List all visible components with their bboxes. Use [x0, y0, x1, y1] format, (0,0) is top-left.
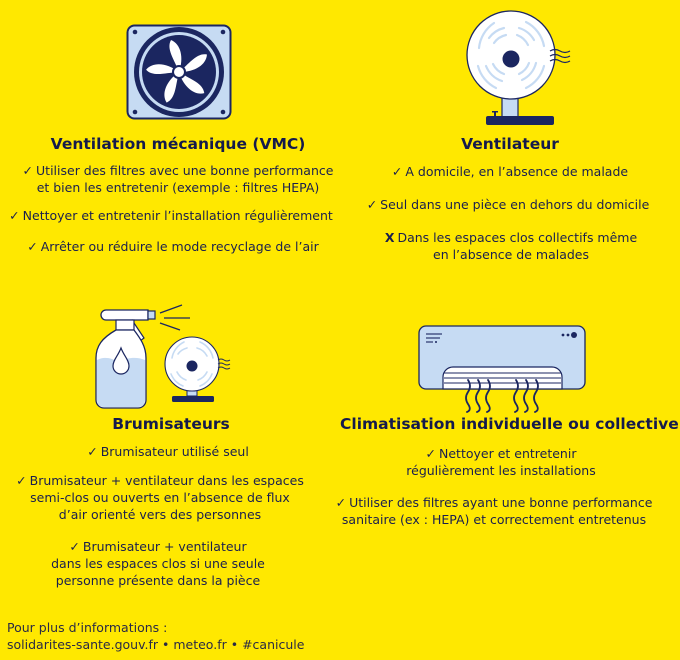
brumisateurs-title: Brumisateurs — [112, 415, 230, 433]
brumisateurs-item-3: ✓ Brumisateur + ventilateur dans les espaces clos si une seule personne présente dans la pièce — [51, 539, 265, 588]
climatisation-icon — [418, 325, 588, 415]
check-icon: ✓ — [87, 444, 98, 459]
vmc-title: Ventilation mécanique (VMC) — [50, 135, 306, 153]
footer — [7, 619, 304, 653]
vmc-item-1: ✓ Utiliser des filtres avec une bonne performance et bien les entretenir (exemple : filtres HEPA) — [22, 163, 334, 195]
air-conditioner-icon — [418, 325, 588, 415]
check-icon: ✓ — [16, 473, 27, 488]
ventilateur-title: Ventilateur — [461, 135, 559, 153]
check-icon: ✓ — [335, 495, 347, 510]
ventilateur-item-2: ✓ Seul dans une pièce en dehors du domicile — [366, 197, 650, 212]
check-icon: ✓ — [425, 446, 437, 461]
vmc-icon — [126, 24, 232, 120]
footer-links: solidarites-sante.gouv.fr • meteo.fr • #canicule — [7, 637, 305, 652]
check-icon: ✓ — [69, 539, 80, 554]
check-icon: ✓ — [27, 239, 38, 254]
ventilateur-icon — [464, 8, 584, 126]
check-icon: ✓ — [22, 163, 34, 178]
ventilateur-item-3: X Dans les espaces clos collectifs même en l’absence de malades — [384, 230, 638, 262]
climatisation-title: Climatisation individuelle ou collective — [340, 415, 679, 433]
climatisation-item-2: ✓ Utiliser des filtres ayant une bonne performance sanitaire (ex : HEPA) et correctement entretenus — [335, 495, 653, 527]
spray-bottle-and-fan-icon — [92, 296, 242, 412]
check-icon: ✓ — [391, 164, 403, 179]
desk-fan-icon — [464, 8, 584, 126]
brumisateurs-item-1: ✓ Brumisateur utilisé seul — [87, 444, 249, 459]
climatisation-item-1: ✓ Nettoyer et entretenir régulièrement les installations — [406, 446, 596, 478]
cross-icon: X — [384, 230, 395, 245]
vmc-item-3: ✓ Arrêter ou réduire le mode recyclage de l’air — [27, 239, 319, 254]
brumisateurs-icon — [92, 296, 242, 412]
footer-more-info-label: Pour plus d’informations : — [7, 620, 168, 635]
check-icon: ✓ — [9, 208, 20, 223]
vmc-item-2: ✓ Nettoyer et entretenir l’installation régulièrement — [9, 208, 333, 223]
check-icon: ✓ — [366, 197, 378, 212]
wall-fan-icon — [126, 24, 232, 120]
brumisateurs-item-2: ✓ Brumisateur + ventilateur dans les espaces semi-clos ou ouverts en l’absence de flux d’air orienté vers des personnes — [16, 473, 304, 522]
ventilateur-item-1: ✓ A domicile, en l’absence de malade — [391, 164, 629, 179]
